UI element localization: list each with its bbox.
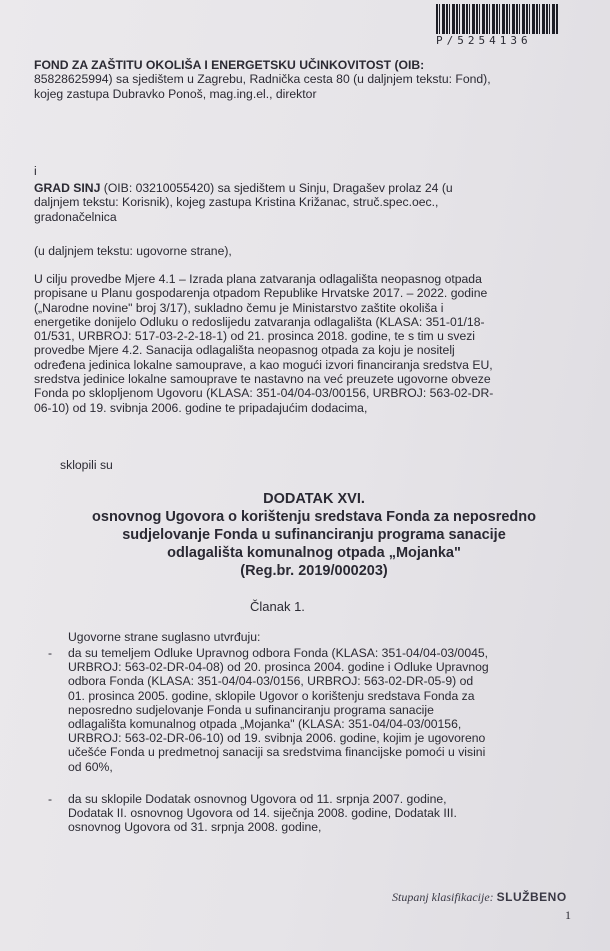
list-item-line: osnovnog Ugovora od 31. srpnja 2008. godine, [68,820,322,835]
title-line: osnovnog Ugovora o korištenju sredstava Fonda za neposredno [92,509,536,525]
title-line: odlagališta komunalnog otpada „Mojanka" [167,545,461,561]
list-item-line: URBROJ: 563-02-DR-04-08) od 20. prosinca 2004. godine i Odluke Upravnog [68,660,489,675]
list-bullet: - [48,792,53,806]
party-fund [34,58,579,101]
list-item-line: 01. prosinca 2005. godine, sklopile Ugovor o korištenju sredstava Fonda za [68,688,475,703]
contract-parties-note [34,244,579,258]
list-item-line: neposredno sudjelovanje Fonda u sufinanciranju programa sanacije [68,702,434,717]
list-item-line: odbora Fonda (KLASA: 351-04/04-03/0156, URBROJ: 563-02-DR-05-9) od [68,674,474,689]
list-item-line: da su temeljem Odluke Upravnog odbora Fonda (KLASA: 351-04/04-03/0045, [68,646,489,660]
party-fund-line: FOND ZA ZAŠTITU OKOLIŠA I ENERGETSKU UČINKOVITOST (OIB: [34,58,425,72]
party-city-line: GRAD SINJ (OIB: 03210055420) sa sjedištem u Sinju, Dragašev prolaz 24 (u [34,181,453,195]
list-item [48,646,578,774]
barcode-number: P/5254136 [436,34,532,47]
preamble-line: određena jedinica lokalne samouprave, a kao mogući izvori financiranja sredstva EU, [34,357,493,372]
preamble-line: provedbe Mjere 4.2. Sanacija odlagališta neopasnog otpada za koju je nositelj [34,343,455,358]
article-intro [48,630,578,644]
article-intro-text: Ugovorne strane suglasno utvrđuju: [68,630,261,644]
classification-label: Stupanj klasifikacije: [392,890,494,904]
conjunction-text: i [34,164,37,178]
classification-footer [392,890,567,905]
preamble-line: energetike donijelo Odluku o redoslijedu zatvaranja odlagališta (KLASA: 351-01/18- [34,314,485,329]
preamble-line: 01/531, URBROJ: 517-03-2-2-18-1) od 21. prosinca 2018. godine, te s tim u svezi [34,329,476,344]
preamble-line: propisane u Planu gospodarenja otpadom Republike Hrvatske 2017. – 2022. godine [34,286,488,301]
list-item [48,792,578,835]
title-line: (Reg.br. 2019/000203) [240,563,388,579]
list-item-line: URBROJ: 563-02-DR-06-10) od 19. svibnja 2006. godine, kojim je ugovoreno [68,731,486,746]
list-item-line: da su sklopile Dodatak osnovnog Ugovora od 11. srpnja 2007. godine, [68,792,447,806]
article-heading: Članak 1. [250,599,305,614]
preamble-line: Fonda po sklopljenom Ugovoru (KLASA: 351-04/04-03/00156, URBROJ: 563-02-DR- [34,386,494,401]
conjunction [34,164,579,178]
party-fund-line: kojeg zastupa Dubravko Ponoš, mag.ing.el., direktor [34,86,317,101]
list-bullet: - [48,646,53,660]
concluded-text [60,458,605,472]
document-title [34,490,594,580]
party-city-line: daljnjem tekstu: Korisnik), kojeg zastupa Kristina Križanac, struč.spec.oec., [34,195,439,210]
preamble [34,272,579,415]
list-item-line: odlagališta komunalnog otpada „Mojanka" (KLASA: 351-04/04-03/00156, [68,717,462,732]
list-item-line: od 60%, [68,759,113,774]
list-item-line: Dodatak II. osnovnog Ugovora od 14. siječnja 2008. godine, Dodatak III. [68,806,457,821]
contract-parties-note-text: (u daljnjem tekstu: ugovorne strane), [34,244,232,258]
title-line: sudjelovanje Fonda u sufinanciranju programa sanacije [122,527,506,543]
preamble-line: U cilju provedbe Mjere 4.1 – Izrada plana zatvaranja odlagališta neopasnog otpada [34,272,482,286]
party-city-line-rest: (OIB: 03210055420) sa sjedištem u Sinju, Dragašev prolaz 24 (u [100,181,453,195]
preamble-line: 06-10) od 19. svibnja 2006. godine te pripadajućim dodacima, [34,400,368,415]
page-number: 1 [565,908,571,922]
party-city [34,181,579,224]
barcode [436,4,558,34]
classification-value: SLUŽBENO [496,890,567,904]
list-item-line: učešće Fonda u predmetnoj sanaciji sa sredstvima financijske pomoći u visini [68,745,486,760]
concluded-label: sklopili su [60,458,113,472]
preamble-line: sredstva jedinice lokalne samouprave te nastavno na već preuzete ugovorne obveze [34,372,491,387]
preamble-line: („Narodne novine" broj 3/17), sukladno čemu je Ministarstvo zaštite okoliša i [34,300,444,315]
party-city-line: gradonačelnica [34,209,117,224]
party-fund-line: 85828625994) sa sjedištem u Zagrebu, Radnička cesta 80 (u daljnjem tekstu: Fond), [34,72,491,87]
title-line: DODATAK XVI. [263,491,365,507]
